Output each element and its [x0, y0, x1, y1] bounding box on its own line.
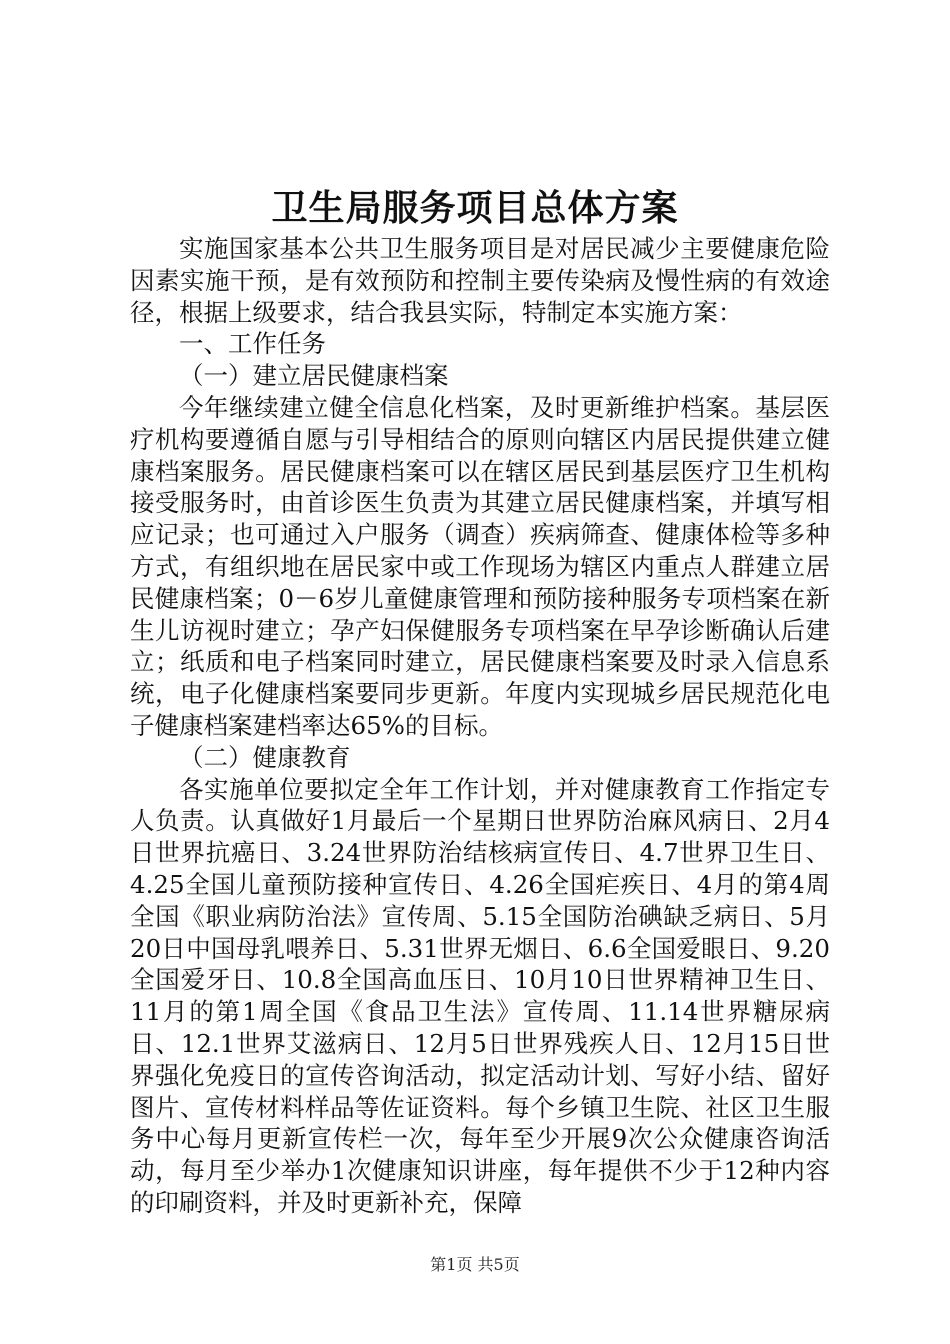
- document-title: 卫生局服务项目总体方案: [271, 187, 679, 229]
- health-records-paragraph: 今年继续建立健全信息化档案，及时更新维护档案。基层医疗机构要遵循自愿与引导相结合的原则向辖区内居民提供建立健康档案服务。居民健康档案可以在辖区居民到基层医疗卫生机构接受服务时，由首诊医生负责为其建立居民健康档案，并填写相应记录；也可通过入户服务（调查）疾病筛查、健康体检等多种方式，有组织地在居民家中或工作现场为辖区内重点人群建立居民健康档案；0－6岁儿童健康管理和预防接种服务专项档案在新生儿访视时建立；孕产妇保健服务专项档案在早孕诊断确认后建立；纸质和电子档案同时建立，居民健康档案要及时录入信息系统，电子化健康档案要同步更新。年度内实现城乡居民规范化电子健康档案建档率达65%的目标。: [130, 392, 830, 740]
- document-body: [130, 233, 830, 1219]
- section-heading-work-tasks: 一、工作任务: [179, 329, 326, 359]
- subsection-heading-health-records: （一）建立居民健康档案: [179, 361, 449, 391]
- subsection-heading-health-education: （二）健康教育: [179, 742, 351, 772]
- page-number-footer: 第1页 共5页: [430, 1255, 520, 1274]
- health-education-paragraph: 各实施单位要拟定全年工作计划，并对健康教育工作指定专人负责。认真做好1月最后一个星期日世界防治麻风病日、2月4日世界抗癌日、3.24世界防治结核病宣传日、4.7世界卫生日、4.25全国儿童预防接种宣传日、4.26全国疟疾日、4月的第4周全国《职业病防治法》宣传周、5.15全国防治碘缺乏病日、5月20日中国母乳喂养日、5.31世界无烟日、6.6全国爱眼日、9.20全国爱牙日、10.8全国高血压日、10月10日世界精神卫生日、11月的第1周全国《食品卫生法》宣传周、11.14世界糖尿病日、12.1世界艾滋病日、12月5日世界残疾人日、12月15日世界强化免疫日的宣传咨询活动，拟定活动计划、写好小结、留好图片、宣传材料样品等佐证资料。每个乡镇卫生院、社区卫生服务中心每月更新宣传栏一次，每年至少开展9次公众健康咨询活动，每月至少举办1次健康知识讲座，每年提供不少于12种内容的印刷资料，并及时更新补充，保障: [130, 774, 830, 1217]
- intro-paragraph: 实施国家基本公共卫生服务项目是对居民减少主要健康危险因素实施干预，是有效预防和控制主要传染病及慢性病的有效途径，根据上级要求，结合我县实际，特制定本实施方案：: [130, 234, 830, 327]
